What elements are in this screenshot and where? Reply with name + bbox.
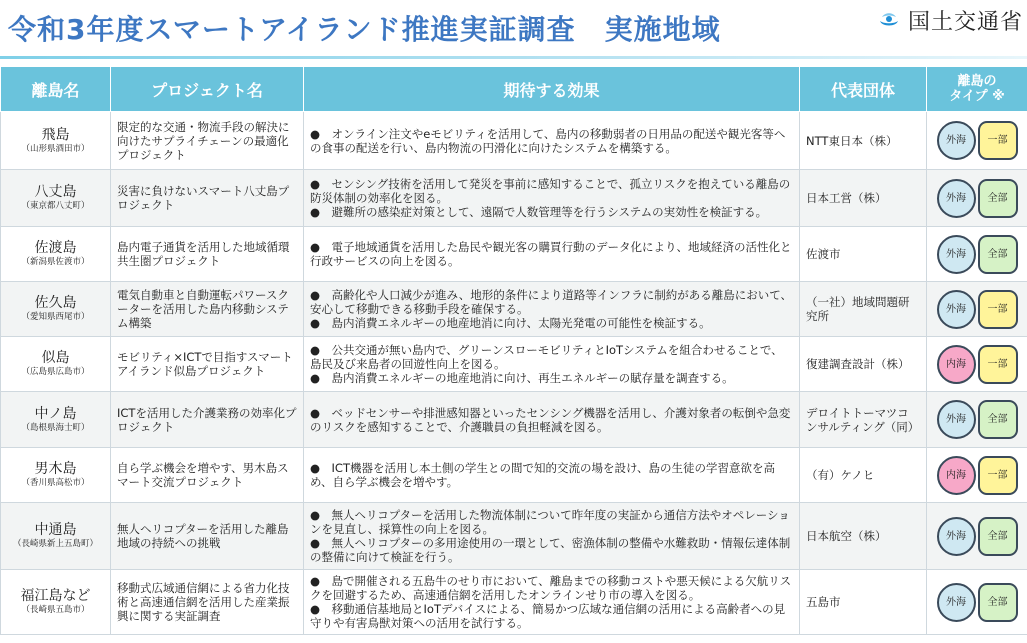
coverage-badge: 一部 bbox=[978, 121, 1018, 160]
island-location: （広島県広島市） bbox=[21, 367, 90, 377]
expected-effect-item: ● 島内消費エネルギーの地産地消に向け、太陽光発電の可能性を検証する。 bbox=[310, 316, 711, 330]
island-location: （長崎県五島市） bbox=[21, 605, 90, 615]
island-name: 佐久島 bbox=[34, 295, 77, 311]
project-name: 限定的な交通・物流手段の解決に向けたサプライチェーンの最適化プロジェクト bbox=[111, 112, 304, 170]
project-name: 自ら学ぶ機会を増やす、男木島スマート交流プロジェクト bbox=[111, 448, 304, 503]
expected-effect-item: ● 無人ヘリコプターを活用した物流体制について昨年度の実証から通信方法やオペレーションを見直し、採算性の向上を図る。 bbox=[310, 508, 790, 536]
island-location: （長崎県新上五島町） bbox=[12, 539, 98, 549]
sea-type-badge: 外海 bbox=[937, 400, 976, 439]
ministry-name: 国土交通省 bbox=[907, 9, 1023, 35]
table-row bbox=[1, 503, 1027, 570]
island-type-cell bbox=[927, 282, 1027, 337]
island-type-cell bbox=[927, 112, 1027, 170]
island-cell bbox=[1, 570, 111, 635]
expected-effects-cell bbox=[304, 337, 800, 392]
island-cell bbox=[1, 112, 111, 170]
sea-type-badge: 外海 bbox=[937, 121, 976, 160]
island-name: 佐渡島 bbox=[34, 240, 77, 256]
representative-organization: （有）ケノヒ bbox=[800, 448, 927, 503]
island-cell bbox=[1, 282, 111, 337]
coverage-badge: 全部 bbox=[978, 179, 1018, 218]
table-row bbox=[1, 112, 1027, 170]
column-header-island-type: 離島の タイプ ※ bbox=[927, 67, 1027, 112]
sea-type-badge: 外海 bbox=[937, 235, 976, 274]
title-underline bbox=[0, 56, 1027, 59]
projects-table bbox=[0, 66, 1027, 635]
island-type-cell bbox=[927, 337, 1027, 392]
ministry-branding bbox=[876, 4, 1023, 36]
expected-effects-cell bbox=[304, 282, 800, 337]
representative-organization: 日本工営（株） bbox=[800, 170, 927, 227]
expected-effects-cell bbox=[304, 227, 800, 282]
expected-effects-cell bbox=[304, 112, 800, 170]
column-header-island: 離島名 bbox=[1, 67, 111, 112]
table-row bbox=[1, 170, 1027, 227]
representative-organization: 日本航空（株） bbox=[800, 503, 927, 570]
expected-effects-cell bbox=[304, 170, 800, 227]
island-type-cell bbox=[927, 448, 1027, 503]
sea-type-badge: 内海 bbox=[937, 345, 976, 384]
expected-effect-item: ● オンライン注文やeモビリティを活用して、島内の移動弱者の日用品の配送や観光客等への食事の配送を行い、島内物流の円滑化に向けたシステムを構築する。 bbox=[310, 126, 786, 155]
page-title: 令和3年度スマートアイランド推進実証調査 実施地域 bbox=[8, 13, 721, 46]
representative-organization: （一社）地域問題研究所 bbox=[800, 282, 927, 337]
island-type-cell bbox=[927, 170, 1027, 227]
sea-type-badge: 外海 bbox=[937, 290, 976, 329]
sea-type-badge: 外海 bbox=[937, 583, 976, 622]
project-name: モビリティ×ICTで目指すスマートアイランド似島プロジェクト bbox=[111, 337, 304, 392]
representative-organization: 五島市 bbox=[800, 570, 927, 635]
mlit-logo-icon bbox=[876, 7, 902, 33]
island-name: 福江島など bbox=[20, 588, 91, 604]
project-name: 無人ヘリコプターを活用した離島地域の持続への挑戦 bbox=[111, 503, 304, 570]
island-name: 似島 bbox=[41, 350, 70, 366]
table-row bbox=[1, 448, 1027, 503]
table-header-row bbox=[1, 67, 1027, 112]
table-row bbox=[1, 570, 1027, 635]
island-name: 男木島 bbox=[34, 461, 77, 477]
representative-organization: NTT東日本（株） bbox=[800, 112, 927, 170]
expected-effect-item: ● ICT機器を活用し本土側の学生との間で知的交流の場を設け、島の生徒の学習意欲を高め、自ら学ぶ機会を増やす。 bbox=[310, 461, 776, 489]
sea-type-badge: 外海 bbox=[937, 517, 976, 556]
sea-type-badge: 内海 bbox=[937, 456, 976, 495]
expected-effects-cell bbox=[304, 448, 800, 503]
island-location: （山形県酒田市） bbox=[21, 143, 90, 154]
expected-effect-item: ● 無人ヘリコプターの多用途使用の一環として、密漁体制の整備や水難救助・情報伝達体制の整備に向けて検証を行う。 bbox=[310, 536, 791, 564]
island-location: （東京都八丈町） bbox=[21, 201, 90, 211]
coverage-badge: 全部 bbox=[978, 583, 1018, 622]
island-cell bbox=[1, 170, 111, 227]
expected-effects-cell bbox=[304, 503, 800, 570]
table-row bbox=[1, 392, 1027, 448]
island-location: （新潟県佐渡市） bbox=[21, 257, 90, 267]
island-cell bbox=[1, 503, 111, 570]
island-name: 飛島 bbox=[41, 126, 70, 143]
island-name: 中ノ島 bbox=[34, 405, 77, 422]
project-name: 島内電子通貨を活用した地域循環共生圏プロジェクト bbox=[111, 227, 304, 282]
island-type-cell bbox=[927, 227, 1027, 282]
island-name: 八丈島 bbox=[34, 184, 77, 200]
coverage-badge: 全部 bbox=[978, 517, 1018, 556]
project-name: 電気自動車と自動運転パワースクーターを活用した島内移動システム構築 bbox=[111, 282, 304, 337]
expected-effect-item: ● 高齢化や人口減少が進み、地形的条件により道路等インフラに制約がある離島において、安心して移動できる移動手段を確保する。 bbox=[310, 288, 792, 316]
sea-type-badge: 外海 bbox=[937, 179, 976, 218]
representative-organization: デロイトトーマツコンサルティング（同） bbox=[800, 392, 927, 448]
project-name: ICTを活用した介護業務の効率化プロジェクト bbox=[111, 392, 304, 448]
column-header-organization: 代表団体 bbox=[800, 67, 927, 112]
expected-effects-cell bbox=[304, 570, 800, 635]
expected-effect-item: ● 公共交通が無い島内で、グリーンスローモビリティとIoTシステムを組合わせることで、島民及び来島者の回遊性向上を図る。 bbox=[310, 343, 783, 371]
coverage-badge: 一部 bbox=[978, 290, 1018, 329]
island-cell bbox=[1, 227, 111, 282]
expected-effects-cell bbox=[304, 392, 800, 448]
expected-effect-item: ● センシング技術を活用して発災を事前に感知することで、孤立リスクを抱えている離島の防災体制の効率化を図る。 bbox=[310, 177, 791, 205]
expected-effect-item: ● 移動通信基地局とIoTデバイスによる、簡易かつ広域な通信網の活用による高齢者への見守りや有害鳥獣対策への活用を試行する。 bbox=[310, 602, 786, 630]
table-row bbox=[1, 227, 1027, 282]
representative-organization: 復建調査設計（株） bbox=[800, 337, 927, 392]
project-name: 災害に負けないスマート八丈島プロジェクト bbox=[111, 170, 304, 227]
island-name: 中通島 bbox=[34, 522, 77, 538]
coverage-badge: 全部 bbox=[978, 235, 1018, 274]
table-row bbox=[1, 282, 1027, 337]
expected-effect-item: ● 島で開催される五島牛のせり市において、離島までの移動コストや悪天候による欠航リスクを回避するため、高速通信網を活用したオンラインせり市の導入を図る。 bbox=[310, 574, 792, 602]
island-location: （愛知県西尾市） bbox=[21, 312, 90, 322]
island-location: （島根県海士町） bbox=[21, 422, 90, 433]
expected-effect-item: ● 電子地域通貨を活用した島民や観光客の購買行動のデータ化により、地域経済の活性化と行政サービスの向上を図る。 bbox=[310, 240, 792, 268]
table-row bbox=[1, 337, 1027, 392]
island-cell bbox=[1, 392, 111, 448]
expected-effect-item: ● 島内消費エネルギーの地産地消に向け、再生エネルギーの賦存量を調査する。 bbox=[310, 371, 734, 385]
island-type-cell bbox=[927, 392, 1027, 448]
representative-organization: 佐渡市 bbox=[800, 227, 927, 282]
island-location: （香川県高松市） bbox=[21, 478, 90, 488]
coverage-badge: 一部 bbox=[978, 456, 1018, 495]
island-cell bbox=[1, 337, 111, 392]
column-header-project: プロジェクト名 bbox=[111, 67, 304, 112]
coverage-badge: 一部 bbox=[978, 345, 1018, 384]
expected-effect-item: ● ベッドセンサーや排泄感知器といったセンシング機器を活用し、介護対象者の転倒や急変のリスクを感知することで、介護職員の負担軽減を図る。 bbox=[310, 405, 791, 434]
expected-effect-item: ● 避難所の感染症対策として、遠隔で人数管理等を行うシステムの実効性を検証する。 bbox=[310, 205, 768, 219]
island-cell bbox=[1, 448, 111, 503]
column-header-effects: 期待する効果 bbox=[304, 67, 800, 112]
coverage-badge: 全部 bbox=[978, 400, 1018, 439]
island-type-cell bbox=[927, 570, 1027, 635]
island-type-cell bbox=[927, 503, 1027, 570]
project-name: 移動式広域通信網による省力化技術と高速通信網を活用した産業振興に関する実証調査 bbox=[111, 570, 304, 635]
